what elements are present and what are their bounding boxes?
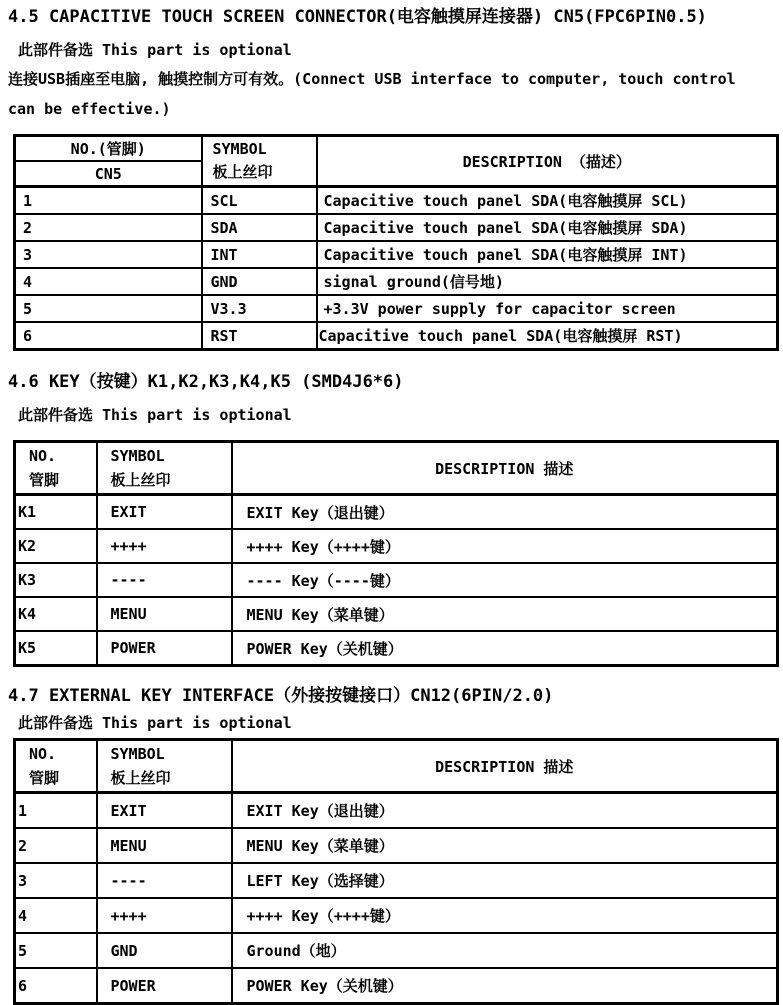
header-symbol-line1: SYMBOL	[212, 140, 267, 158]
description-cell: Ground（地）	[232, 933, 778, 968]
description-cell: signal ground(信号地)	[317, 268, 778, 295]
header-symbol-line1: SYMBOL	[110, 745, 165, 763]
table-row	[15, 241, 778, 268]
table-row	[15, 631, 778, 666]
symbol-cell: ++++	[97, 529, 232, 563]
table-header-row	[15, 442, 778, 495]
description-cell: Capacitive touch panel SDA(电容触摸屏 RST)	[317, 322, 778, 350]
table-header-row	[15, 740, 778, 793]
symbol-cell: EXIT	[97, 495, 232, 530]
header-no	[15, 442, 97, 495]
table-row	[15, 295, 778, 322]
pin-number-cell: 3	[15, 241, 202, 268]
description-cell: LEFT Key（选择键）	[232, 863, 778, 898]
table-row	[15, 793, 778, 829]
table-row	[15, 968, 778, 1004]
table-row	[15, 863, 778, 898]
description-cell: EXIT Key（退出键）	[232, 495, 778, 530]
symbol-cell: MENU	[97, 597, 232, 631]
table-header-row	[15, 136, 778, 162]
table-row	[15, 933, 778, 968]
description-cell: POWER Key（关机键）	[232, 631, 778, 666]
symbol-cell: ++++	[97, 898, 232, 933]
symbol-cell: V3.3	[202, 295, 317, 322]
header-no: NO.(管脚)	[15, 136, 202, 162]
header-symbol-line1: SYMBOL	[110, 447, 165, 465]
header-symbol-line2: 板上丝印	[110, 471, 171, 489]
header-description: DESCRIPTION 描述	[232, 740, 778, 793]
pin-number-cell: 2	[15, 214, 202, 241]
description-cell: ++++ Key（++++键）	[232, 529, 778, 563]
pin-number-cell: K1	[15, 495, 97, 530]
pin-number-cell: 4	[15, 898, 97, 933]
pin-number-cell: 5	[15, 933, 97, 968]
symbol-cell: SCL	[202, 187, 317, 215]
table-row	[15, 322, 778, 350]
description-cell: Capacitive touch panel SDA(电容触摸屏 SDA)	[317, 214, 778, 241]
section-heading-4-5: 4.5 CAPACITIVE TOUCH SCREEN CONNECTOR(电容触摸屏连接器) CN5(FPC6PIN0.5)	[8, 7, 707, 27]
header-no	[15, 740, 97, 793]
header-no-line2: 管脚	[29, 769, 60, 787]
table-row	[15, 563, 778, 597]
table-row	[15, 828, 778, 863]
header-no-line1: NO.	[29, 745, 57, 763]
symbol-cell: ----	[97, 863, 232, 898]
pin-number-cell: 1	[15, 187, 202, 215]
description-cell: MENU Key（菜单键）	[232, 597, 778, 631]
table-row	[15, 214, 778, 241]
symbol-cell: ----	[97, 563, 232, 597]
optional-note-4-6: 此部件备选 This part is optional	[18, 406, 292, 424]
pin-number-cell: 5	[15, 295, 202, 322]
pin-number-cell: 6	[15, 968, 97, 1004]
key-table	[13, 440, 779, 667]
description-cell: ++++ Key（++++键）	[232, 898, 778, 933]
pin-number-cell: 6	[15, 322, 202, 350]
table-row	[15, 529, 778, 563]
header-no-line1: NO.	[29, 447, 57, 465]
table-row	[15, 597, 778, 631]
symbol-cell: GND	[97, 933, 232, 968]
header-symbol	[97, 442, 232, 495]
description-cell: MENU Key（菜单键）	[232, 828, 778, 863]
header-no-sub: CN5	[15, 161, 202, 187]
table-row	[15, 898, 778, 933]
symbol-cell: POWER	[97, 968, 232, 1004]
pin-number-cell: 1	[15, 793, 97, 829]
section-heading-4-7: 4.7 EXTERNAL KEY INTERFACE（外接按键接口）CN12(6PIN/2.0)	[8, 686, 554, 706]
pin-number-cell: K3	[15, 563, 97, 597]
usb-note	[8, 64, 776, 124]
pin-number-cell: K5	[15, 631, 97, 666]
optional-note-4-5: 此部件备选 This part is optional	[18, 41, 292, 59]
pin-number-cell: 4	[15, 268, 202, 295]
pin-number-cell: 2	[15, 828, 97, 863]
symbol-cell: RST	[202, 322, 317, 350]
usb-note-line1: 连接USB插座至电脑, 触摸控制方可有效。(Connect USB interface to computer, touch control	[8, 70, 736, 88]
optional-note-4-7: 此部件备选 This part is optional	[18, 714, 292, 732]
symbol-cell: GND	[202, 268, 317, 295]
pin-table-cn5	[13, 134, 779, 351]
external-key-table	[13, 738, 779, 1005]
symbol-cell: EXIT	[97, 793, 232, 829]
usb-note-line2: can be effective.)	[8, 100, 171, 118]
header-description: DESCRIPTION 描述	[232, 442, 778, 495]
section-heading-4-6: 4.6 KEY（按键）K1,K2,K3,K4,K5 (SMD4J6*6)	[8, 372, 404, 392]
table-row	[15, 268, 778, 295]
description-cell: POWER Key（关机键）	[232, 968, 778, 1004]
description-cell: EXIT Key（退出键）	[232, 793, 778, 829]
symbol-cell: MENU	[97, 828, 232, 863]
header-symbol	[202, 136, 317, 187]
description-cell: +3.3V power supply for capacitor screen	[317, 295, 778, 322]
pin-number-cell: 3	[15, 863, 97, 898]
symbol-cell: POWER	[97, 631, 232, 666]
symbol-cell: INT	[202, 241, 317, 268]
description-cell: ---- Key（----键）	[232, 563, 778, 597]
header-symbol-line2: 板上丝印	[110, 769, 171, 787]
header-no-line2: 管脚	[29, 471, 60, 489]
symbol-cell: SDA	[202, 214, 317, 241]
pin-number-cell: K4	[15, 597, 97, 631]
table-row	[15, 187, 778, 215]
pin-number-cell: K2	[15, 529, 97, 563]
description-cell: Capacitive touch panel SDA(电容触摸屏 SCL)	[317, 187, 778, 215]
header-description: DESCRIPTION （描述）	[317, 136, 778, 187]
header-symbol-line2: 板上丝印	[212, 163, 273, 181]
description-cell: Capacitive touch panel SDA(电容触摸屏 INT)	[317, 241, 778, 268]
table-row	[15, 495, 778, 530]
header-symbol	[97, 740, 232, 793]
